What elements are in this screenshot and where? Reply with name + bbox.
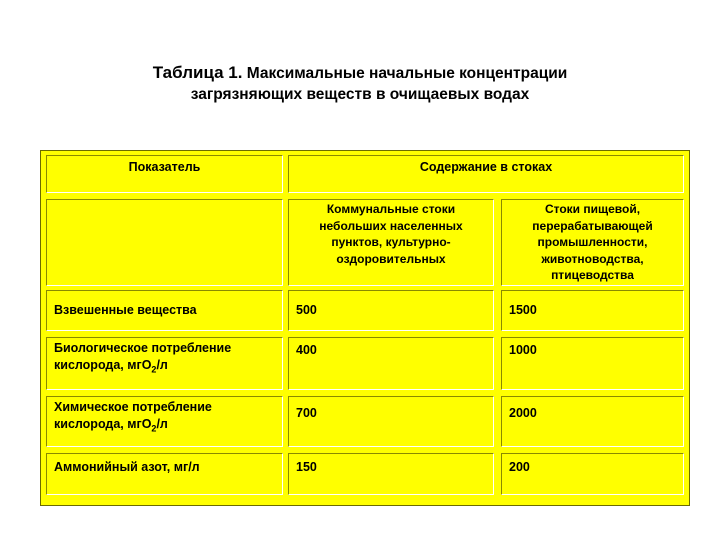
row-label-subscript: 2 [151, 364, 157, 375]
cell-value: 1000 [509, 343, 537, 357]
subheader-industrial [501, 199, 684, 286]
cell-value: 1500 [509, 303, 537, 317]
subheader-empty-cell [46, 199, 283, 286]
table-row-label [46, 337, 283, 390]
table-row-label [46, 453, 283, 495]
table-row-label [46, 290, 283, 331]
subheader-communal [288, 199, 494, 286]
subheader-industrial-label: Стоки пищевой, перерабатывающей промышленности, животноводства, птицеводства [532, 202, 653, 282]
table-cell-industrial [501, 396, 684, 447]
title-line-2: загрязняющих веществ в очищаевых водах [190, 86, 530, 103]
header-indicator [46, 155, 283, 193]
cell-value: 150 [296, 460, 317, 474]
row-label-subscript: 2 [151, 423, 157, 434]
table-cell-industrial [501, 290, 684, 331]
table-cell-industrial [501, 337, 684, 390]
table-cell-communal [288, 396, 494, 447]
cell-value: 400 [296, 343, 317, 357]
data-table [40, 150, 690, 506]
row-label-text: Биологическое потребление кислорода, мгО [54, 341, 232, 372]
row-label-text: Аммонийный азот, мг/л [54, 460, 200, 474]
cell-value: 200 [509, 460, 530, 474]
title-rest: Максимальные начальные концентрации [246, 65, 568, 82]
table-title [0, 62, 720, 105]
table-cell-communal [288, 290, 494, 331]
row-label-unit: /л [156, 358, 168, 372]
header-content-label: Содержание в стоках [419, 160, 553, 174]
table-cell-communal [288, 453, 494, 495]
cell-value: 500 [296, 303, 317, 317]
row-label-text: Химическое потребление кислорода, мгО [54, 400, 212, 431]
row-label-text: Взвешенные вещества [54, 303, 197, 317]
row-label-unit: /л [156, 417, 168, 431]
table-cell-industrial [501, 453, 684, 495]
subheader-communal-label: Коммунальные стоки небольших населенных пунктов, культурно-оздоровительных [319, 202, 463, 266]
title-line-1 [0, 62, 720, 84]
table-row-label [46, 396, 283, 447]
title-lead: Таблица 1. [152, 63, 243, 82]
cell-value: 700 [296, 406, 317, 420]
header-content [288, 155, 684, 193]
header-indicator-label: Показатель [128, 160, 201, 174]
table-cell-communal [288, 337, 494, 390]
cell-value: 2000 [509, 406, 537, 420]
